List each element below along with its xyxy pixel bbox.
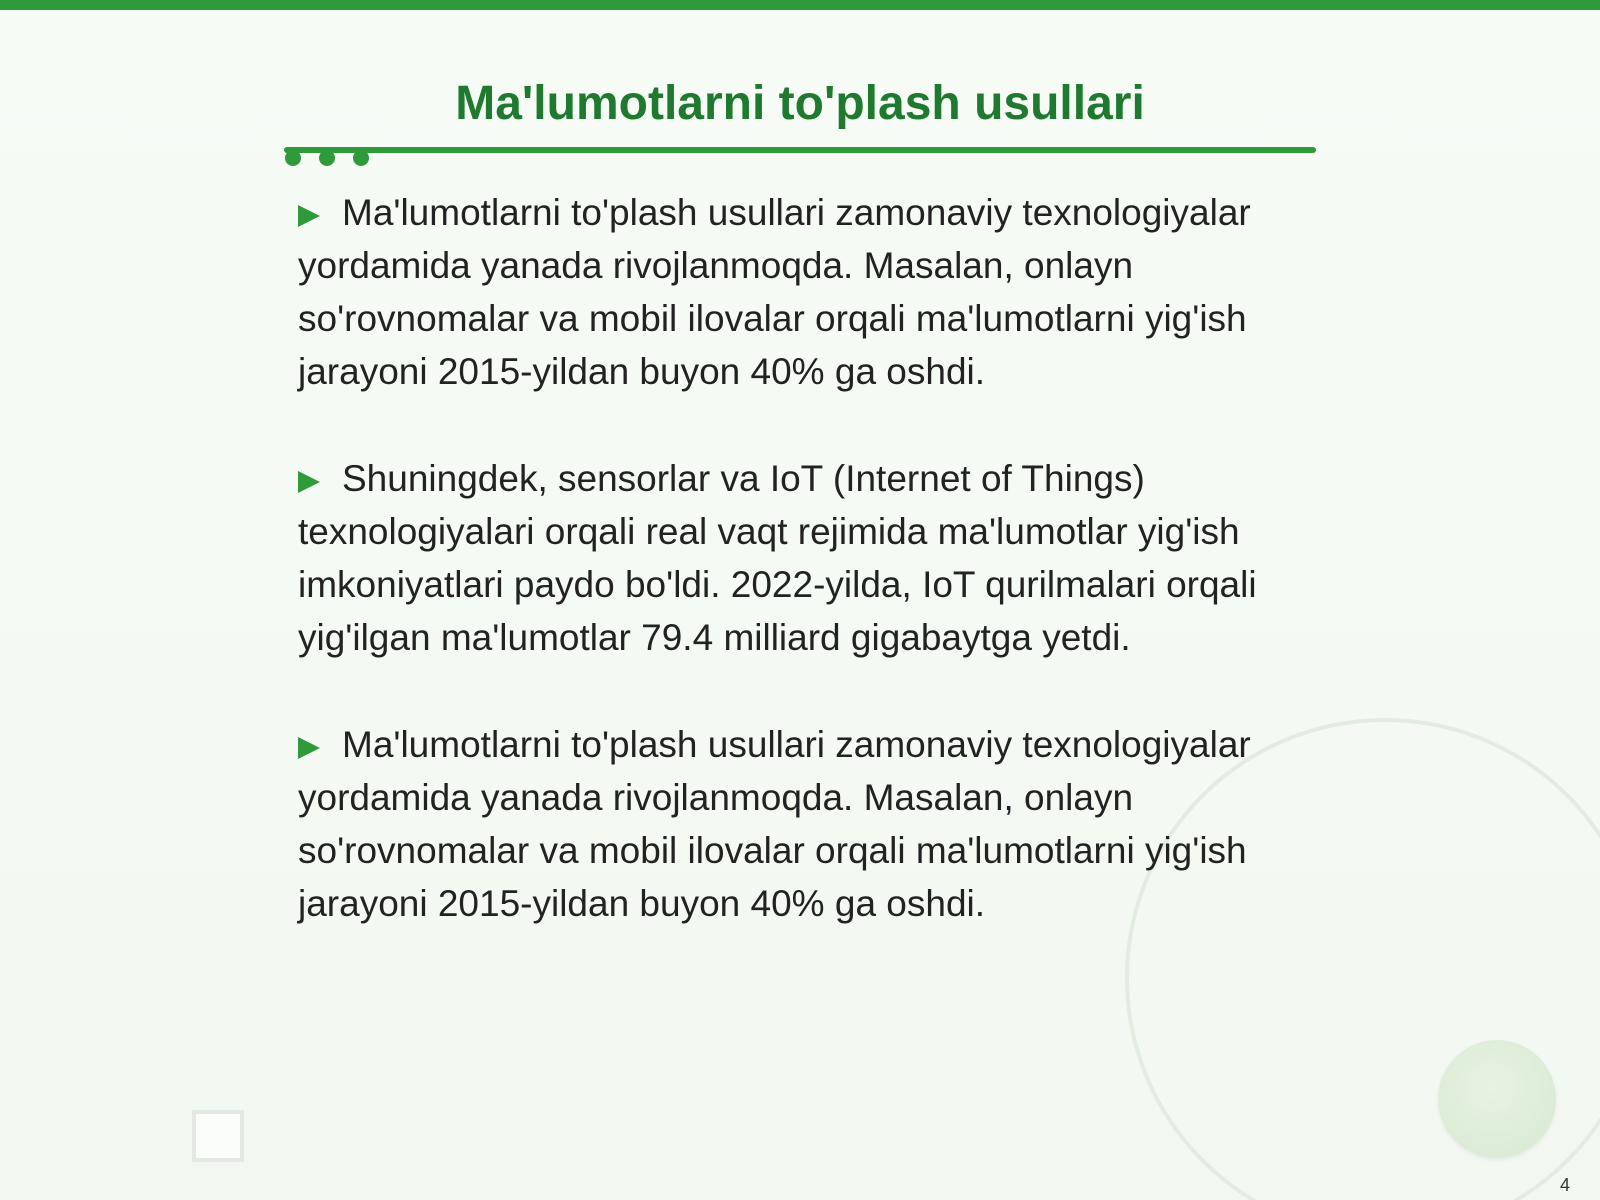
paragraph-text: Shuningdek, sensorlar va IoT (Internet of Things) texnologiyalari orqali real vaqt rejimida ma'lumotlar yig'ish imkoniyatlari paydo bo'ldi. 2022-yilda, IoT qurilmalari orqali yig'ilgan ma'lumotlar 79.4 milliard gigabaytga yetdi. <box>298 458 1257 658</box>
triangle-right-icon <box>298 471 320 493</box>
underline-dot <box>319 150 335 166</box>
bullet-paragraph <box>298 718 1308 930</box>
triangle-right-icon <box>298 205 320 227</box>
paragraph-text: Ma'lumotlarni to'plash usullari zamonaviy texnologiyalar yordamida yanada rivojlanmoqda. Masalan, onlayn so'rovnomalar va mobil ilovalar orqali ma'lumotlarni yig'ish jarayoni 2015-yildan buyon 40% ga oshdi. <box>298 724 1251 924</box>
decorative-circle <box>1438 1040 1556 1158</box>
underline-dot <box>353 150 369 166</box>
page-number: 4 <box>1559 1175 1570 1195</box>
title-underline <box>284 147 1316 153</box>
underline-dot <box>285 150 301 166</box>
slide-title: Ma'lumotlarni to'plash usullari <box>455 77 1145 130</box>
bullet-paragraph <box>298 186 1308 398</box>
bullet-list <box>298 186 1308 984</box>
top-accent-bar <box>0 0 1600 10</box>
decorative-square <box>192 1110 244 1162</box>
triangle-right-icon <box>298 737 320 759</box>
bullet-paragraph <box>298 452 1308 664</box>
paragraph-text: Ma'lumotlarni to'plash usullari zamonaviy texnologiyalar yordamida yanada rivojlanmoqda. Masalan, onlayn so'rovnomalar va mobil ilovalar orqali ma'lumotlarni yig'ish jarayoni 2015-yildan buyon 40% ga oshdi. <box>298 192 1251 392</box>
